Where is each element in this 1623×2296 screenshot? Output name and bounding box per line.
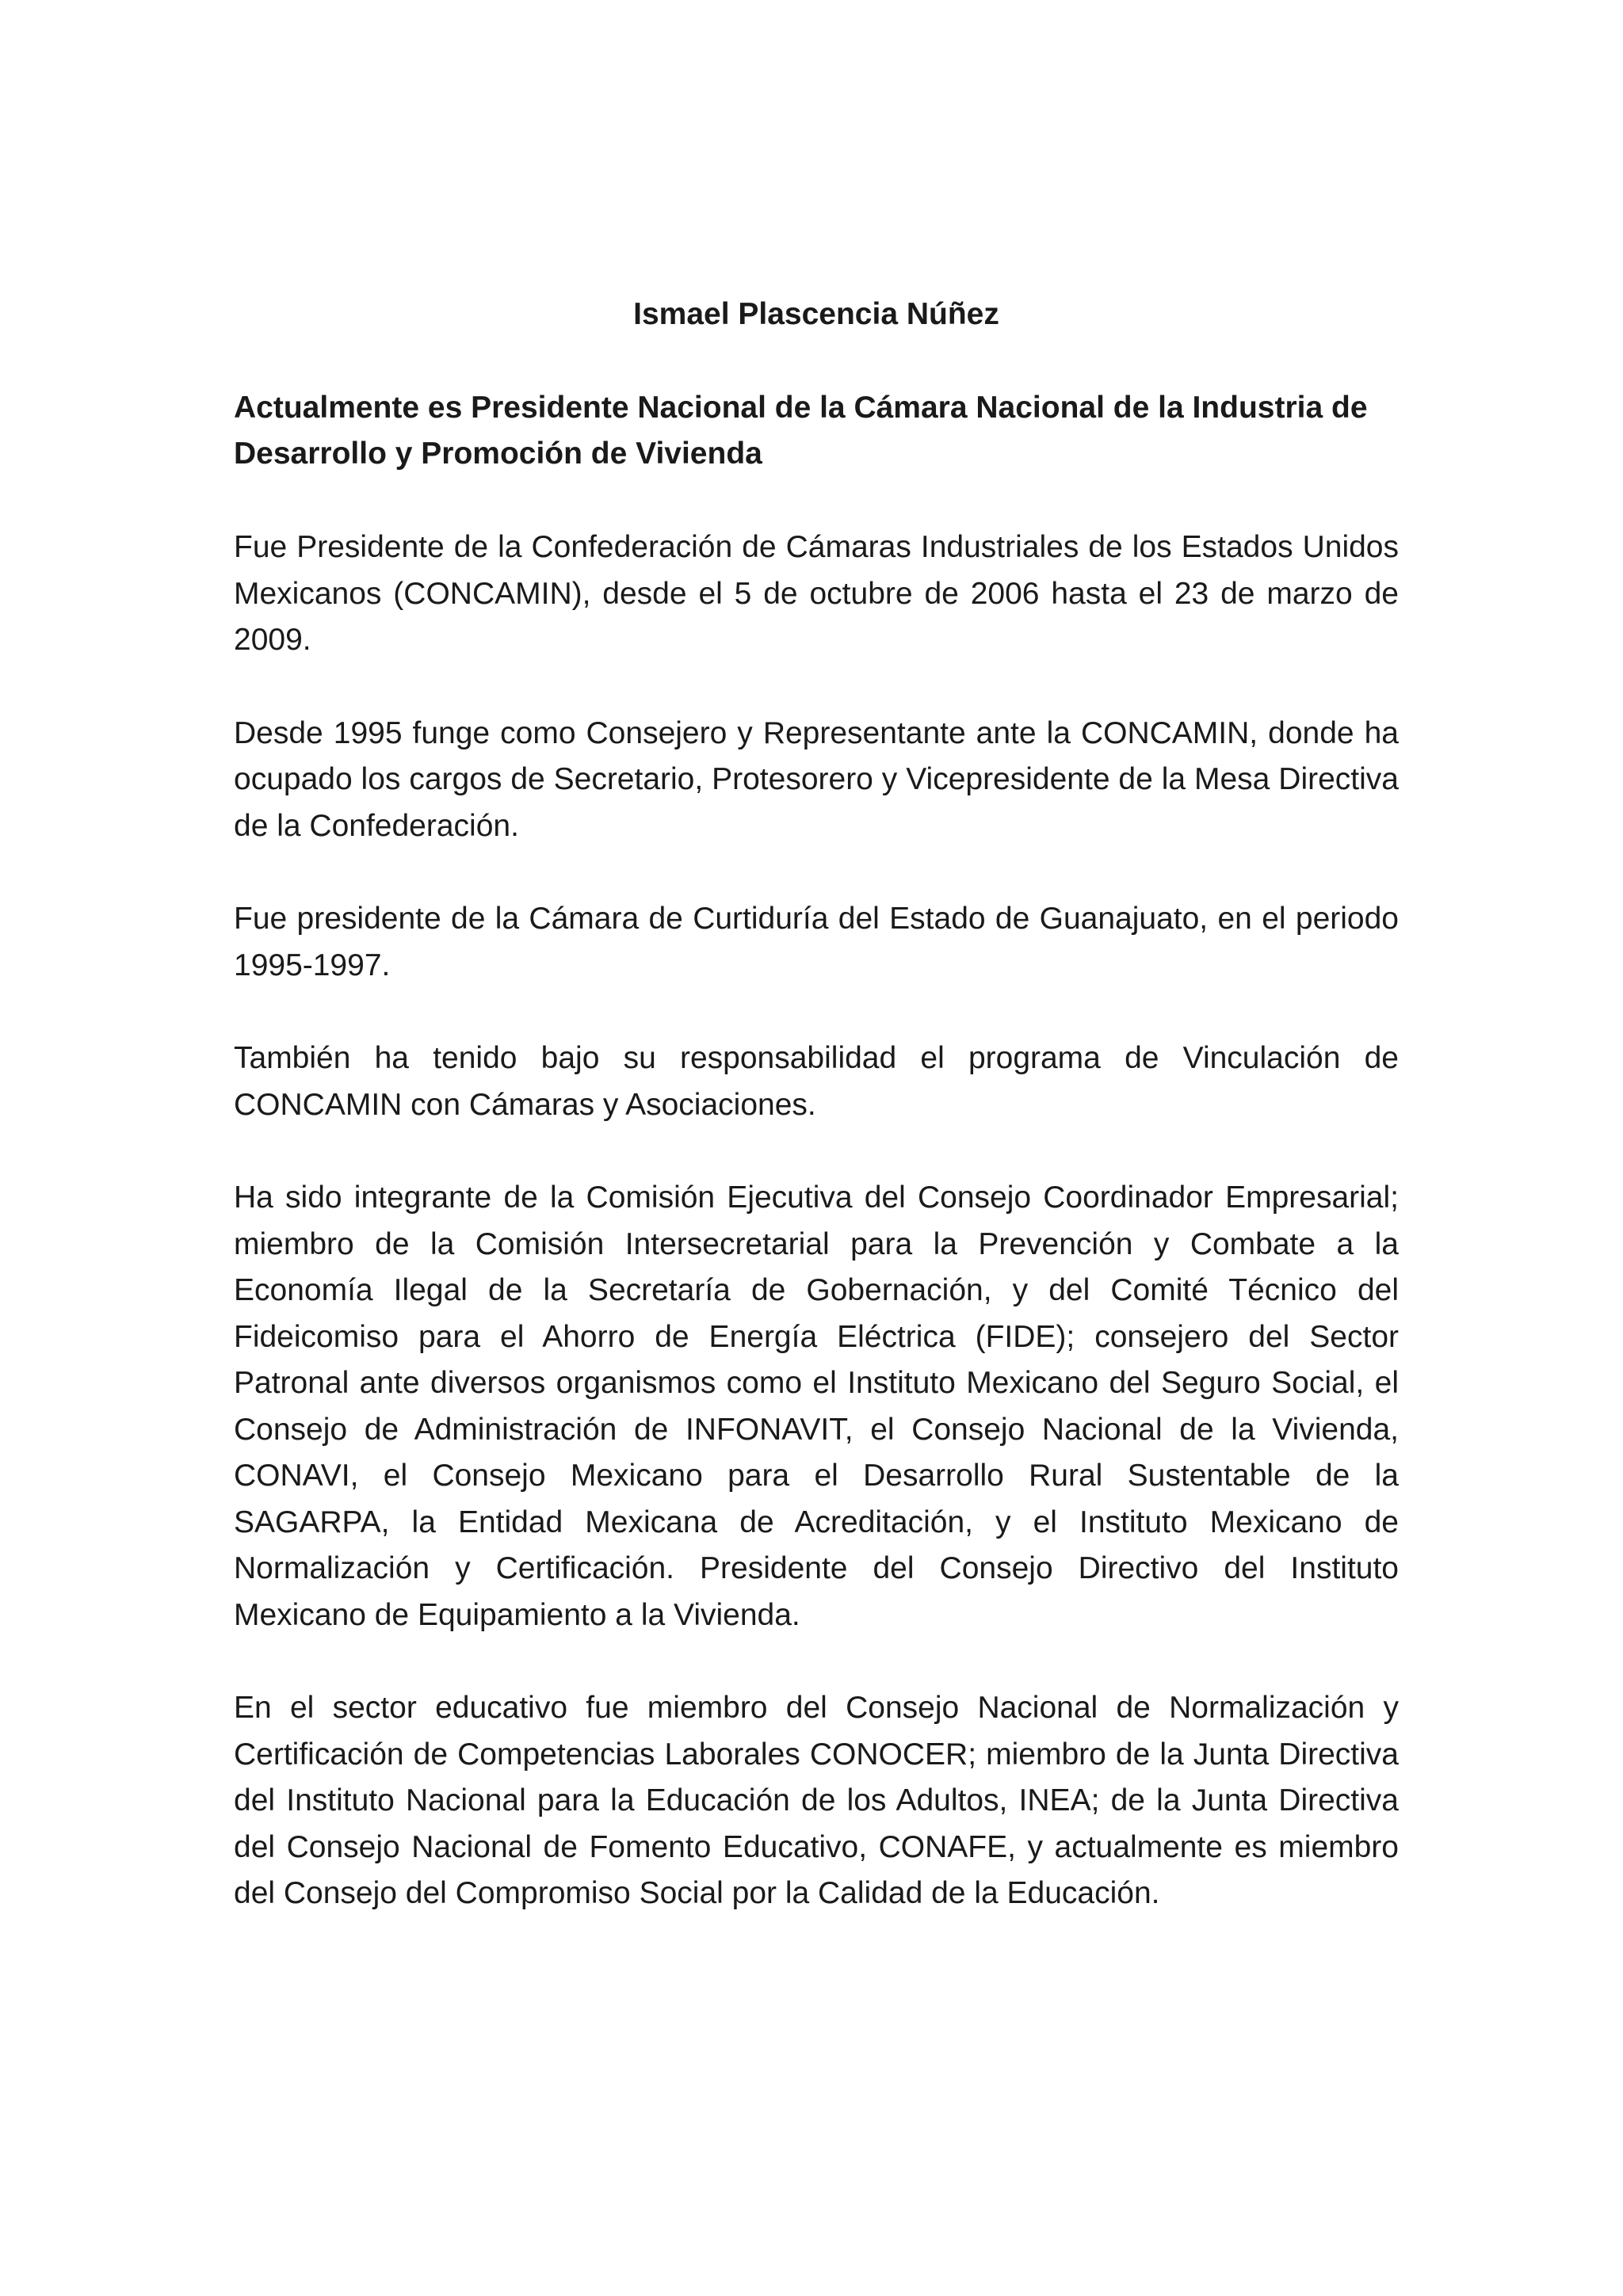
document-page bbox=[234, 292, 1399, 1964]
paragraph-vinculacion: También ha tenido bajo su responsabilidad el programa de Vinculación de CONCAMIN con Cámaras y Asociaciones. bbox=[234, 1041, 1399, 1122]
person-name-heading: Ismael Plascencia Núñez bbox=[633, 297, 999, 331]
current-position-heading: Actualmente es Presidente Nacional de la Cámara Nacional de la Industria de Desarrollo y Promoción de Vivienda bbox=[234, 391, 1368, 471]
paragraph-comisiones: Ha sido integrante de la Comisión Ejecutiva del Consejo Coordinador Empresarial; miembro de la Comisión Intersecretarial para la Prevención y Combate a la Economía Ilegal de la Secretaría de Gobernación, y del Comité Técnico del Fideicomiso para el Ahorro de Energía Eléctrica (FIDE); consejero del Sector Patronal ante diversos organismos como el Instituto Mexicano del Seguro Social, el Consejo de Administración de INFONAVIT, el Consejo Nacional de la Vivienda, CONAVI, el Consejo Mexicano para el Desarrollo Rural Sustentable de la SAGARPA, la Entidad Mexicana de Acreditación, y el Instituto Mexicano de Normalización y Certificación. Presidente del Consejo Directivo del Instituto Mexicano de Equipamiento a la Vivienda. bbox=[234, 1180, 1399, 1632]
paragraph-concamin-presidency: Fue Presidente de la Confederación de Cámaras Industriales de los Estados Unidos Mexicanos (CONCAMIN), desde el 5 de octubre de 2006 hasta el 23 de marzo de 2009. bbox=[234, 530, 1399, 657]
paragraph-concamin-roles: Desde 1995 funge como Consejero y Representante ante la CONCAMIN, donde ha ocupado los cargos de Secretario, Protesorero y Vicepresidente de la Mesa Directiva de la Confederación. bbox=[234, 715, 1399, 843]
paragraph-sector-educativo: En el sector educativo fue miembro del Consejo Nacional de Normalización y Certificación de Competencias Laborales CONOCER; miembro de la Junta Directiva del Instituto Nacional para la Educación de los Adultos, INEA; de la Junta Directiva del Consejo Nacional de Fomento Educativo, CONAFE, y actualmente es miembro del Consejo del Compromiso Social por la Calidad de la Educación. bbox=[234, 1691, 1399, 1910]
paragraph-curtiduria: Fue presidente de la Cámara de Curtiduría del Estado de Guanajuato, en el periodo 1995-1997. bbox=[234, 902, 1399, 982]
